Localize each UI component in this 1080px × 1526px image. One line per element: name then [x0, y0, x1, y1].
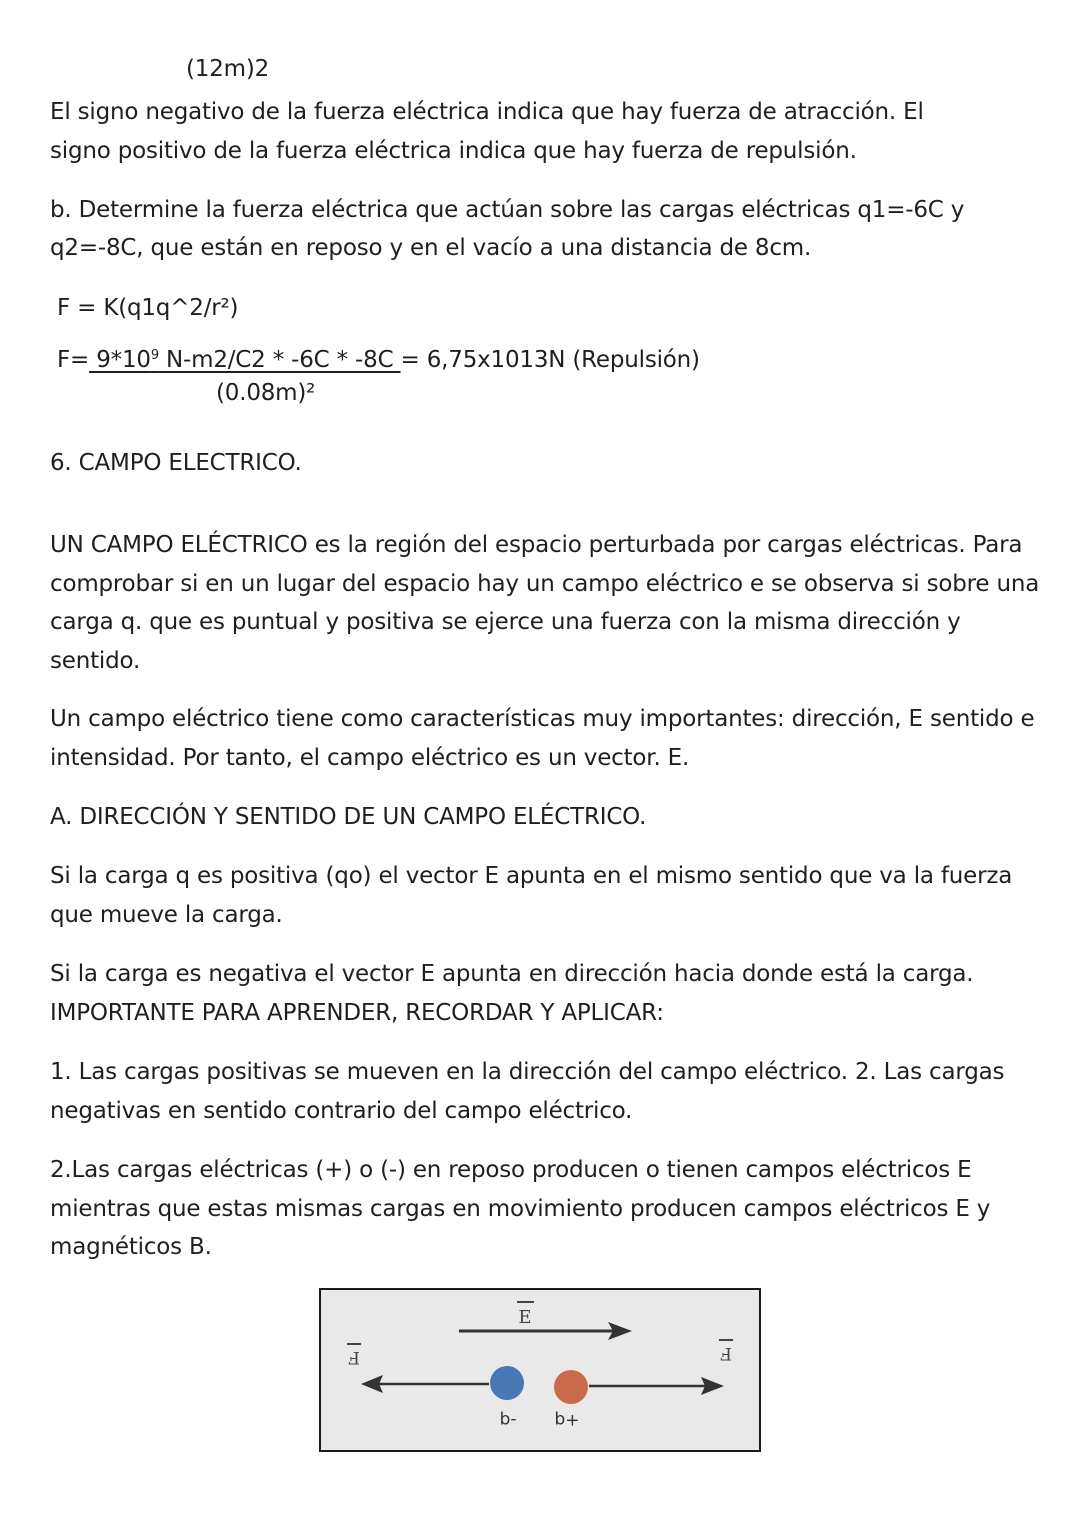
negative-charge-label: -q — [499, 1410, 517, 1430]
force-left-label: F — [348, 1347, 360, 1367]
coulomb-formula: F = K(q1q^2/r²) — [57, 295, 239, 321]
problem-b-line-1: b. Determine la fuerza eléctrica que actúan sobre las cargas eléctricas q1=-6C y — [50, 197, 965, 223]
negative-charge — [490, 1366, 524, 1400]
problem-b-line-2: q2=-8C, que están en reposo y en el vacío a una distancia de 8cm. — [50, 235, 812, 261]
positive-charge — [554, 1370, 588, 1404]
positive-charge-text: Si la carga q es positiva (qo) el vector E apunta en el mismo sentido que va la fuerza que mueve la carga. — [50, 863, 1013, 928]
electric-field-figure — [319, 1288, 761, 1452]
field-characteristics: Un campo eléctrico tiene como características muy importantes: dirección, E sentido e intensidad. Por tanto, el campo eléctrico es un vector. E. — [50, 706, 1035, 771]
force-right-label: F — [720, 1343, 732, 1363]
electric-field-diagram — [321, 1290, 759, 1450]
rule-2-text: 2.Las cargas eléctricas (+) o (-) en reposo producen o tienen campos eléctricos E mientras que estas mismas cargas en movimiento producen campos eléctricos E y magnéticos B. — [50, 1157, 991, 1260]
field-label: E — [518, 1307, 532, 1328]
force-calculation — [57, 337, 700, 379]
calc-result: = 6,75x1013N (Repulsión) — [400, 347, 700, 373]
negative-charge-text: Si la carga es negativa el vector E apunta en dirección hacia donde está la carga. IMPORTANTE PARA APRENDER, RECORDAR Y APLICAR: — [50, 961, 974, 1026]
sign-note-line-1: El signo negativo de la fuerza eléctrica indica que hay fuerza de atracción. El — [50, 99, 924, 125]
calc-numerator: $9*10^9$ N-m2/C2 * -6C * -8C — [89, 347, 401, 373]
rule-1-text: 1. Las cargas positivas se mueven en la dirección del campo eléctrico. 2. Las cargas negativas en sentido contrario del campo eléctrico. — [50, 1059, 1005, 1124]
positive-charge-label: +q — [554, 1410, 580, 1430]
section-title: 6. CAMPO ELECTRICO. — [50, 450, 302, 476]
calc-denominator: (0.08m)² — [216, 380, 316, 406]
top-denominator: (12m)2 — [186, 56, 270, 82]
calc-prefix: F= — [57, 347, 90, 373]
subsection-a-title: A. DIRECCIÓN Y SENTIDO DE UN CAMPO ELÉCTRICO. — [50, 804, 647, 830]
sign-note-line-2: signo positivo de la fuerza eléctrica indica que hay fuerza de repulsión. — [50, 138, 857, 164]
field-definition: UN CAMPO ELÉCTRICO es la región del espacio perturbada por cargas eléctricas. Para comprobar si en un lugar del espacio hay un campo eléctrico e se observa si sobre una carga q. que es puntual y positiva se ejerce una fuerza con la misma dirección y sentido. — [50, 532, 1040, 674]
